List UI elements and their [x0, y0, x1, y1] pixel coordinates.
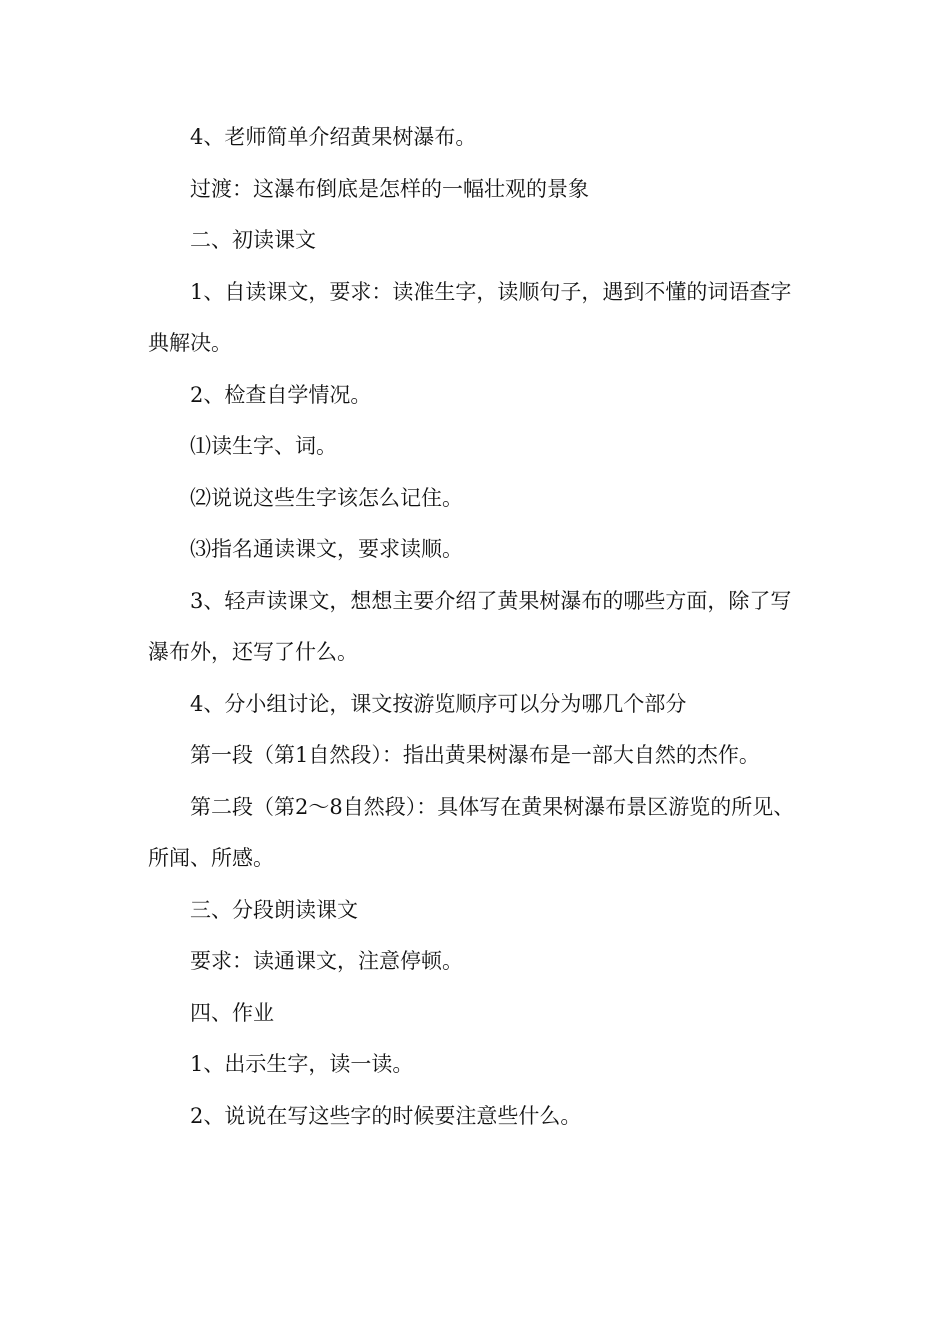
paragraph-quiet-reading: 3、轻声读课文，想想主要介绍了黄果树瀑布的哪些方面，除了写瀑布外，还写了什么。: [148, 588, 792, 664]
section-heading-read-aloud: 三、分段朗读课文: [190, 897, 358, 922]
section-heading-homework: 四、作业: [190, 1000, 274, 1025]
paragraph-group-discussion: 4、分小组讨论，课文按游览顺序可以分为哪几个部分: [190, 691, 687, 716]
paragraph-transition: 过渡：这瀑布倒底是怎样的一幅壮观的景象: [190, 176, 589, 201]
document-body: [148, 112, 796, 1142]
paragraph-homework-two: 2、说说在写这些字的时候要注意些什么。: [190, 1103, 582, 1128]
list-item-remember-words: ⑵说说这些生字该怎么记住。: [190, 485, 463, 510]
paragraph-requirement: 要求：读通课文，注意停顿。: [190, 949, 463, 973]
paragraph-intro-waterfall: 4、老师简单介绍黄果树瀑布。: [190, 125, 477, 149]
paragraph-section-one: 第一段（第1自然段）：指出黄果树瀑布是一部大自然的杰作。: [190, 743, 760, 767]
list-item-read-aloud: ⑶指名通读课文，要求读顺。: [190, 537, 463, 561]
list-item-read-words: ⑴读生字、词。: [190, 434, 337, 458]
paragraph-homework-one: 1、出示生字，读一读。: [190, 1052, 414, 1076]
paragraph-check-self-study: 2、检查自学情况。: [190, 382, 372, 407]
paragraph-self-reading: 1、自读课文，要求：读准生字，读顺句子，遇到不懂的词语查字典解决。: [148, 279, 792, 355]
section-heading-first-reading: 二、初读课文: [190, 228, 316, 252]
paragraph-section-two: 第二段（第2～8自然段）：具体写在黄果树瀑布景区游览的所见、所闻、所感。: [148, 794, 795, 870]
